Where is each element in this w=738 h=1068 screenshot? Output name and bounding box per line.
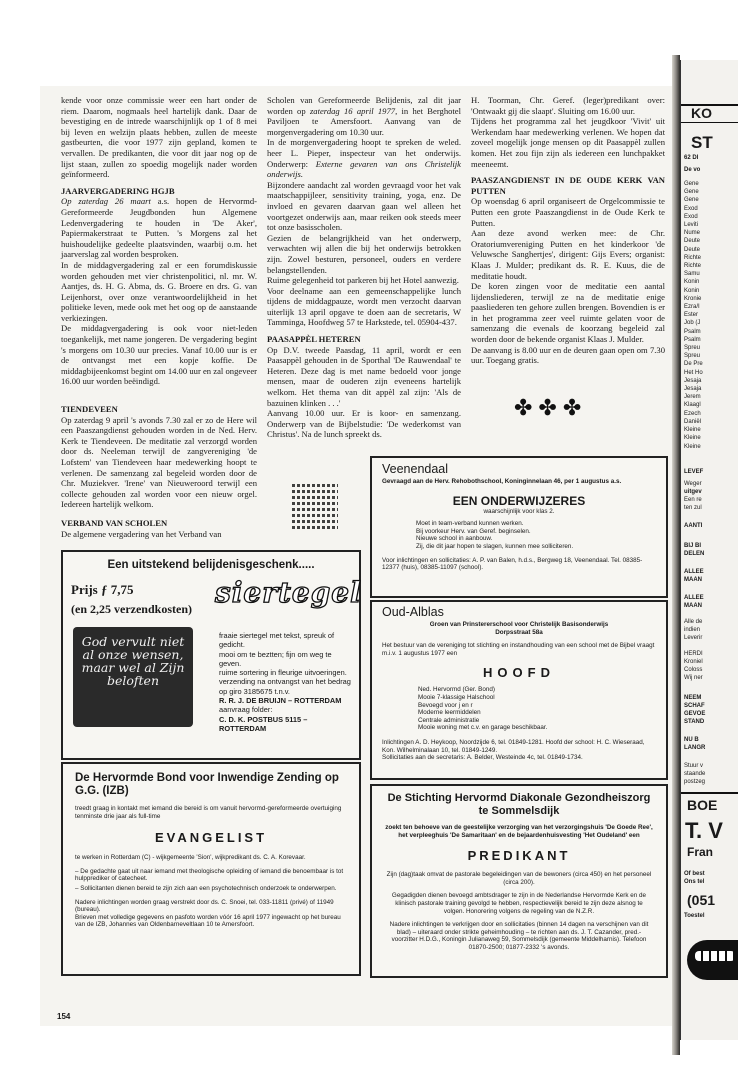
- col3-p6: De aanvang is 8.00 uur en de deuren gaan open om 7.30 uur. Toegang gratis.: [471, 344, 665, 366]
- ad-izb-work: te werken in Rotterdam (C) - wijkgemeente 'Sion', wijkpredikant ds. C. A. Korevaar.: [75, 854, 306, 862]
- ad-siertegel-d1: fraaie siertegel met tekst, spreuk of gedicht.: [219, 631, 335, 650]
- tile-image-text: God vervult niet al onze wensen, maar wel al Zijn beloften: [81, 634, 185, 688]
- book-spine: [672, 55, 680, 1055]
- next-page-list-item: Gene: [684, 197, 699, 204]
- col2-p1: [267, 95, 461, 137]
- col1-p4: Op zaterdag 9 april 's avonds 7.30 zal er zo de Here wil een Paaszangdienst gehouden worden in de Ned. Herv. Kerk te Tiendeveen. De meditatie zal verzorgd worden door ds. Neeleman terwijl de zangvereniging 'de Lofstem' van Tiendeveen haar medewerking hoopt te verlenen. De samenzang zal begeleid worden door de Chr. Muziekver. 'Irene' van Nieuweroord terwijl een collecte gehouden zal worden voor een nieuw orgel. Iedereen hartelijk welkom.: [61, 414, 257, 510]
- col2-p3: Bijzondere aandacht zal worden gevraagd voor het vak maatschappijleer, sensitivity training, yoga, enz. De invloed en gevaren daarvan gaan wel alleen het voortgezet onderwijs aan, maar reiken ook steeds meer tot onze basisscholen.: [267, 179, 461, 233]
- next-page-list-item: Richte: [684, 254, 702, 261]
- next-page-toest: Toestel: [684, 913, 705, 919]
- next-page-list-item: Kleine: [684, 443, 701, 450]
- ad-oudalblas-contact: Inlichtingen A. D. Heykoop, Noordzijde 6, tel. 01849-1281. Hoofd der school: H. C. Wieseraad, Kon. Wilhelminalaan 10, tel. 01849-1249.: [382, 738, 645, 754]
- ad-izb-info: Nadere inlichtingen worden graag verstrekt door ds. C. Snoei, tel. 033-11811 (privé) of 11949 (bureau).: [75, 898, 334, 914]
- ad-siertegel: [61, 550, 361, 760]
- ad-oudalblas: [370, 600, 668, 780]
- next-page-herdi3: Wij ner: [684, 675, 703, 681]
- next-page-list: [684, 180, 703, 451]
- next-page-list-item: Job (J: [684, 320, 701, 327]
- ad-oudalblas-letters: Sollicitaties aan de secretaris: A. Belder, Westeinde 4c, tel. 01849-1734.: [382, 754, 583, 762]
- next-page-w3: ten zul: [684, 505, 702, 511]
- ad-sommelsdijk-intro: zoekt ten behoeve van de geestelijke verzorging van het verzorgingshuis 'De Goede Ree', het verpleeghuis 'De Samaritaan' en de bejaardenhuisvesting 'Het Oudeland' een: [385, 824, 653, 839]
- ad-sommelsdijk-p1: Zijn (dag)taak omvat de pastorale begeleidingen van de bewoners (circa 450) en het personeel (circa 200).: [386, 871, 652, 886]
- ad-sommelsdijk-p3: Nadere inlichtingen te verkrijgen door en sollicitaties (binnen 14 dagen na verschijnen van dit blad) – uiteraard onder strikte geheimhouding – te richten aan ds. J. T. Cazander, pred.-voorzitter H.D.G., Koningin Julianaweg 59, Sommelsdijk (gemeente Middelharnis). Telefoon 01870-2500; 01877-2332 's avonds.: [389, 921, 649, 951]
- ad-veenendaal: [370, 456, 668, 598]
- next-page-list-item: Kleine: [684, 427, 701, 434]
- ad-siertegel-price: Prijs ƒ 7,75: [71, 582, 134, 597]
- ad-siertegel-d7: C. D. K. POSTBUS 5115 – ROTTERDAM: [219, 714, 308, 733]
- column-3: [471, 95, 665, 366]
- ad-veenendaal-sub: Gevraagd aan de Herv. Rehobothschool, Koninginnelaan 46, per 1 augustus a.s.: [382, 478, 622, 485]
- next-page-list-item: Het Ho: [684, 369, 703, 376]
- ad-veenendaal-role-sub: waarschijnlijk voor klas 2.: [483, 507, 555, 515]
- next-page-lev: LEVEF: [684, 469, 704, 475]
- heading-verband: VERBAND VAN SCHOLEN: [61, 517, 168, 528]
- next-page-list-item: Kronie: [684, 295, 702, 302]
- next-page-stuur2: postzeg: [684, 779, 706, 785]
- ad-izb-bullet-1: – De gedachte gaat uit naar iemand met theologische opleiding of iemand die benoembaar is tot hulpprediker of catecheet.: [75, 867, 344, 883]
- col1-p2: In de middagvergadering zal er een forumdiskussie worden gehouden met vier christenpolitici, nl. mr. W. Aantjes, ds. H. G. Abma, ds. G. Broere en drs. G. van Leijenhorst, over onze verantwoordelijkheid in het politieke leven, mede ook met het oog op de aanstaande verkiezingen.: [61, 259, 257, 323]
- next-page-sliver: [680, 60, 738, 1040]
- ad-oudalblas-list: [418, 686, 666, 732]
- next-page-list-item: Klaagl: [684, 402, 701, 409]
- column-2: [267, 95, 461, 440]
- next-page-de: De vo: [684, 167, 701, 173]
- col3-p4: Aan deze avond werken mee: de Chr. Oratoriumvereniging Putten en het kinderkoor 'de Veluwsche Sanghertjes', dirigent: Gijs Evers; organist: Klaas J. Mulder; predikant ds. R. E. Kuus, die de meditatie houdt.: [471, 228, 665, 281]
- next-page-list-item: Deute: [684, 246, 701, 253]
- next-page-herdi1: Kroniel: [684, 659, 703, 665]
- next-page-misc2: Leverir: [684, 635, 703, 641]
- ad-veenendaal-l3: Nieuwe school in aanbouw.: [416, 535, 493, 543]
- ad-veenendaal-list: [416, 520, 666, 550]
- ad-veenendaal-l1: Moet in team-verband kunnen werken.: [416, 520, 524, 528]
- col2-p7: Op D.V. tweede Paasdag, 11 april, wordt er een Paasappèl gehouden in de Sporthal 'De Rauwendaal' te Heteren. Deze dag is met name bedoeld voor jonge mensen, maar de ouderen zijn eveneens hartelijk welkom. Het thema van dit appèl zal zijn: 'Als de bazuinen klinken . . .': [267, 344, 461, 408]
- next-page-fran: Fran: [687, 845, 714, 859]
- ad-izb: [61, 762, 361, 976]
- col1-intro: kende voor onze commissie weer een hart onder de riem. Daarom, nogmaals heel hartelijk dank. Daar de bevestiging en de intrede waarschijnlijk op 1 of 8 mei bij leven en welzijn plaats hebben, zullen de meeste gastbeurten, die voor 1977 zijn gepland, komen te vervallen. De predikanten, die voor dit jaar nog op de lijst staan, zullen zo spoedig mogelijk nader worden geïnformeerd.: [61, 95, 257, 180]
- col3-p2: Tijdens het programma zal het jeugdkoor 'Vivit' uit Werkendam haar medewerking verlenen. We hopen dat zoveel mogelijk jonge mensen op dit Paasappèl zullen komen. Het zou fijn zijn als iedereen een lunchpakket meeneemt.: [471, 116, 665, 169]
- heading-tiendeveen: TIENDEVEEN: [61, 404, 118, 414]
- next-page-stuur1: staande: [684, 771, 706, 777]
- next-page-herdi2: Coloss: [684, 667, 703, 673]
- col3-p3: Op woensdag 6 april organiseert de Orgelcommissie te Putten een grote Paaszangdienst in de Oude Kerk te Putten.: [471, 196, 665, 228]
- col2-p6: Voor deelname aan een gemeenschappelijke lunch tijdens de middagpauze, wordt men verzocht daarvan uiterlijk 13 april opgave te doen aan de secretaris, W Tamminga, Hoofdweg 57 te Harkstede, tel. 05904-437.: [267, 285, 461, 328]
- next-page-list-item: Daniël: [684, 418, 702, 425]
- ad-siertegel-logo: siertegel: [215, 576, 362, 609]
- next-page-list-item: Spreu: [684, 345, 701, 352]
- ad-oudalblas-l1: Ned. Hervormd (Ger. Bond): [418, 686, 495, 694]
- next-page-neem1: SCHAF: [684, 703, 705, 709]
- next-page-bij1: DELEN: [684, 551, 705, 557]
- next-page-aant: AANTI: [684, 523, 703, 529]
- ad-sommelsdijk: [370, 784, 668, 978]
- ad-siertegel-d4: verzending na ontvangst van het bedrag op giro 3185675 t.n.v.: [219, 677, 351, 696]
- col2-p1-b: , in het Berghotel Paviljoen te Amersfoort. Aanvang van de morgenvergadering om 10.30 uur.: [267, 105, 462, 137]
- ornament-icon: ✤✤✤: [514, 396, 588, 421]
- next-page-w2: Een re: [684, 497, 702, 503]
- next-page-list-item: Samu: [684, 271, 700, 278]
- next-page-list-item: Psalm: [684, 328, 701, 335]
- col2-p5: Ruime gelegenheid tot parkeren bij het Hotel aanwezig.: [267, 275, 459, 286]
- ad-veenendaal-l2: Bij voorkeur Herv. van Geref. beginselen.: [416, 527, 531, 535]
- heading-paaszangdienst: PAASZANGDIENST IN DE OUDE KERK VAN PUTTEN: [471, 175, 665, 196]
- next-page-alle1b: MAAN: [684, 577, 702, 583]
- next-page-herdi0: HERDI: [684, 651, 703, 657]
- ad-izb-title: De Hervormde Bond voor Inwendige Zending op G.G. (IZB): [75, 772, 339, 797]
- next-page-list-item: Nume: [684, 230, 701, 237]
- col1-p1-italic: Op zaterdag 26 maart: [61, 196, 151, 207]
- col3-p1: H. Toorman, Chr. Geref. (leger)predikant over: 'Ontwaakt gij die slaapt'. Sluiting om 16.00 uur.: [471, 95, 665, 116]
- ad-izb-b2: Sollicitanten dienen bereid te zijn zich aan een psychotechnisch onderzoek te onderwerpen.: [80, 884, 337, 892]
- next-page-list-item: Spreu: [684, 353, 701, 360]
- ad-sommelsdijk-role: PREDIKANT: [467, 848, 571, 864]
- next-page-neem3: STAND: [684, 719, 705, 725]
- teeth-illustration-icon: [687, 940, 738, 980]
- ad-izb-letters: Brieven met volledige gegevens en pasfoto worden vóór 16 april 1977 ingewacht op het bureau van de IZB, Johannes van Oldenbarneveltlaan 10 te Amersfoort.: [75, 913, 341, 929]
- ad-oudalblas-sub: Groen van Prinstererschool voor Christelijk Basisonderwijs Dorpsstraat 58a: [429, 621, 609, 636]
- ad-izb-b1: De gedachte gaat uit naar iemand met theologische opleiding of iemand die benoembaar is tot hulpprediker of catecheet.: [75, 867, 344, 883]
- ad-siertegel-details: [219, 631, 355, 733]
- next-page-list-item: Leviti: [684, 222, 699, 229]
- ad-sommelsdijk-title: De Stichting Hervormd Diakonale Gezondheiszorg te Sommelsdijk: [387, 792, 651, 817]
- ad-oudalblas-intro: Het bestuur van de vereniging tot stichting en instandhouding van een school met de Bijbel vraagt m.i.v. 1 augustus 1977 een: [382, 642, 655, 657]
- next-page-misc1: indien: [684, 627, 701, 633]
- next-page-list-item: Kleine: [684, 435, 701, 442]
- next-page-list-item: Ester: [684, 312, 699, 319]
- ad-siertegel-d3: ruime sortering in fleurige uitvoeringen.: [219, 668, 347, 678]
- next-page-h2: ST: [691, 133, 713, 152]
- col1-p5: De algemene vergadering van het Verband van: [61, 528, 222, 539]
- col3-p5: De koren zingen voor de meditatie een aantal lijdensliederen, terwijl ze na de meditatie enige paasliederen ten gehore zullen brengen. Bovendien is er in het programma zeer veel ruimte gelaten voor de samenzang die evenals de koorzang begeleid zal worden door de bekende organist Klaas J. Mulder.: [471, 281, 665, 345]
- next-page-of1: Ons tel: [684, 879, 705, 885]
- next-page-list-item: Exod: [684, 213, 698, 220]
- next-page-alle1a: ALLEE: [684, 569, 704, 575]
- next-page-neem0: NEEM: [684, 695, 702, 701]
- col2-p2-a: In de morgenvergadering hoopt te spreken de weled. heer L. Pieper, inspecteur van het onderwijs. Onderwerp:: [267, 137, 461, 169]
- col2-p1-italic: zaterdag 16 april 1977: [309, 105, 396, 116]
- ad-oudalblas-l2: Mooie 7-klassige Halschool: [418, 693, 495, 701]
- next-page-nu0: NU B: [684, 737, 699, 743]
- next-page-list-item: Gene: [684, 181, 699, 187]
- next-page-list-item: Konin: [684, 279, 700, 286]
- next-page-alle2a: ALLEE: [684, 595, 704, 601]
- next-page-list-item: Exod: [684, 205, 698, 212]
- ad-izb-role: EVANGELIST: [154, 830, 268, 846]
- col2-p8: Aanvang 10.00 uur. Er is koor- en samenzang. Onderwerp van de Bijbelstudie: 'De wederkomst van Christus'. Na de lunch spreekt ds.: [267, 408, 461, 440]
- next-page-bij0: BIJ BI: [684, 543, 702, 549]
- ad-oudalblas-l3: Bevoegd voor j en r: [418, 701, 473, 709]
- ad-izb-intro: treedt graag in kontakt met iemand die bereid is om vanuit hervormd-gereformeerde overtuiging tenminste drie jaar als full-time: [75, 805, 342, 820]
- ad-siertegel-shipping: (en 2,25 verzendkosten): [71, 602, 192, 616]
- next-page-list-item: Deute: [684, 238, 701, 245]
- qr-code-icon: [292, 483, 338, 529]
- next-page-list-item: De Pre: [684, 361, 703, 368]
- next-page-list-item: Jesaja: [684, 386, 702, 393]
- next-page-list-item: Richte: [684, 263, 702, 270]
- next-page-list-item: Ezra/I: [684, 304, 700, 311]
- ad-oudalblas-l4: Moderne leermiddelen: [418, 709, 481, 717]
- next-page-list-item: Gene: [684, 189, 699, 196]
- next-page-list-item: Ezech: [684, 410, 701, 417]
- col2-p2: [267, 137, 461, 179]
- ad-oudalblas-l6: Mooie woning met c.v. en garage beschikbaar.: [418, 724, 548, 732]
- ad-siertegel-d6: aanvraag folder:: [219, 705, 273, 715]
- ad-veenendaal-place: Veenendaal: [382, 462, 449, 476]
- page-number: 154: [57, 1012, 71, 1021]
- next-page-phone: (051: [687, 892, 716, 908]
- next-page-nu1: LANGR: [684, 745, 706, 751]
- tile-image: [73, 627, 193, 727]
- col2-p4: Gezien de belangrijkheid van het onderwerp, verwachten wij allen die bij het onderwijs betrokken zijn. Zowel besturen, personeel, ouders en verdere belangstellenden.: [267, 232, 461, 275]
- ad-oudalblas-role: HOOFD: [483, 665, 555, 681]
- ad-siertegel-d2: mooi om te beztten; fijn om weg te geven.: [219, 649, 332, 668]
- next-page-list-item: Konin: [684, 287, 700, 294]
- next-page-h1: KO: [691, 105, 712, 121]
- next-page-w0: Weger: [684, 481, 702, 487]
- next-page-stuur0: Stuur v: [684, 763, 704, 769]
- ad-siertegel-d5: R. R. J. DE BRUIJN – ROTTERDAM: [219, 696, 342, 706]
- next-page-misc0: Alle de: [684, 619, 703, 625]
- col1-p3: De middagvergadering is ook voor niet-leden toegankelijk, met name jongeren. De vergadering begint 's morgens om 10.30 uur precies. Vanaf 10.00 uur is er de ontvangst met een kopje koffie. De middagbijeenkomst begint om 14.00 uur en zal ongeveer 16.00 uur worden beëindigd.: [61, 323, 257, 387]
- column-1: [61, 95, 257, 387]
- next-page-t: T. V: [685, 818, 723, 843]
- ad-veenendaal-role: EEN ONDERWIJZERES: [452, 493, 586, 508]
- heading-paasappel: PAASAPPÈL HETEREN: [267, 334, 361, 345]
- next-page-list-item: Jerem: [684, 394, 701, 401]
- next-page-w1: uitgev: [684, 489, 702, 495]
- col2-p1-a: Scholen van Gereformeerde Belijdenis, zal dit jaar worden op: [267, 95, 461, 116]
- ad-sommelsdijk-p2: Gegadigden dienen bevoegd ambtsdrager te zijn in de Nederlandse Hervormde Kerk en de klinisch pastorale training gevolgd te hebben, respectievelijk bereid te zijn deze alsnog te volgen. Honorering volgens de regeling van de N.Z.R.: [391, 892, 647, 915]
- ad-oudalblas-place: Oud-Alblas: [382, 605, 444, 619]
- next-page-sub: 62 DI: [684, 155, 699, 161]
- next-page-of0: Of best: [684, 871, 705, 877]
- column-1-lower: [61, 404, 257, 539]
- next-page-neem2: GEVOE: [684, 711, 706, 717]
- next-page-boe: BOE: [687, 797, 718, 813]
- ad-oudalblas-l5: Centrale administratie: [418, 716, 480, 724]
- ad-veenendaal-contact: Voor inlichtingen en sollicitaties: A. P. van Balen, h.d.s., Bergweg 18, Veenendaal. Tel. 08385-12377 (huis), 08385-11097 (school).: [382, 556, 643, 572]
- col1-p1-text: a.s. hopen de Hervormd-Gereformeerde Jeugdbonden hun Algemene Ledenvergadering te houden in 'De Aker', Papiermakerstraat te Putten. 's Morgens zal het huishoudelijke gedeelte plaatsvinden, waarbij o.m. het jaarverslag zal worden besproken.: [61, 196, 257, 260]
- col1-p1: [61, 196, 257, 260]
- heading-jaarvergadering: JAARVERGADERING HGJB: [61, 185, 175, 196]
- next-page-list-item: Psalm: [684, 336, 701, 343]
- ad-siertegel-title: Een uitstekend belijdenisgeschenk.....: [107, 559, 315, 571]
- ad-veenendaal-l4: Zij, die dit jaar hopen te slagen, kunnen mee solliciteren.: [416, 542, 574, 550]
- next-page-list-item: Jesaja: [684, 377, 702, 384]
- next-page-alle2b: MAAN: [684, 603, 702, 609]
- col2-p2-italic: Externe gevaren van ons Christelijk onderwijs.: [267, 158, 461, 180]
- ad-izb-bullet-2: – Sollicitanten dienen bereid te zijn zich aan een psychotechnisch onderzoek te onderwerpen.: [75, 884, 337, 892]
